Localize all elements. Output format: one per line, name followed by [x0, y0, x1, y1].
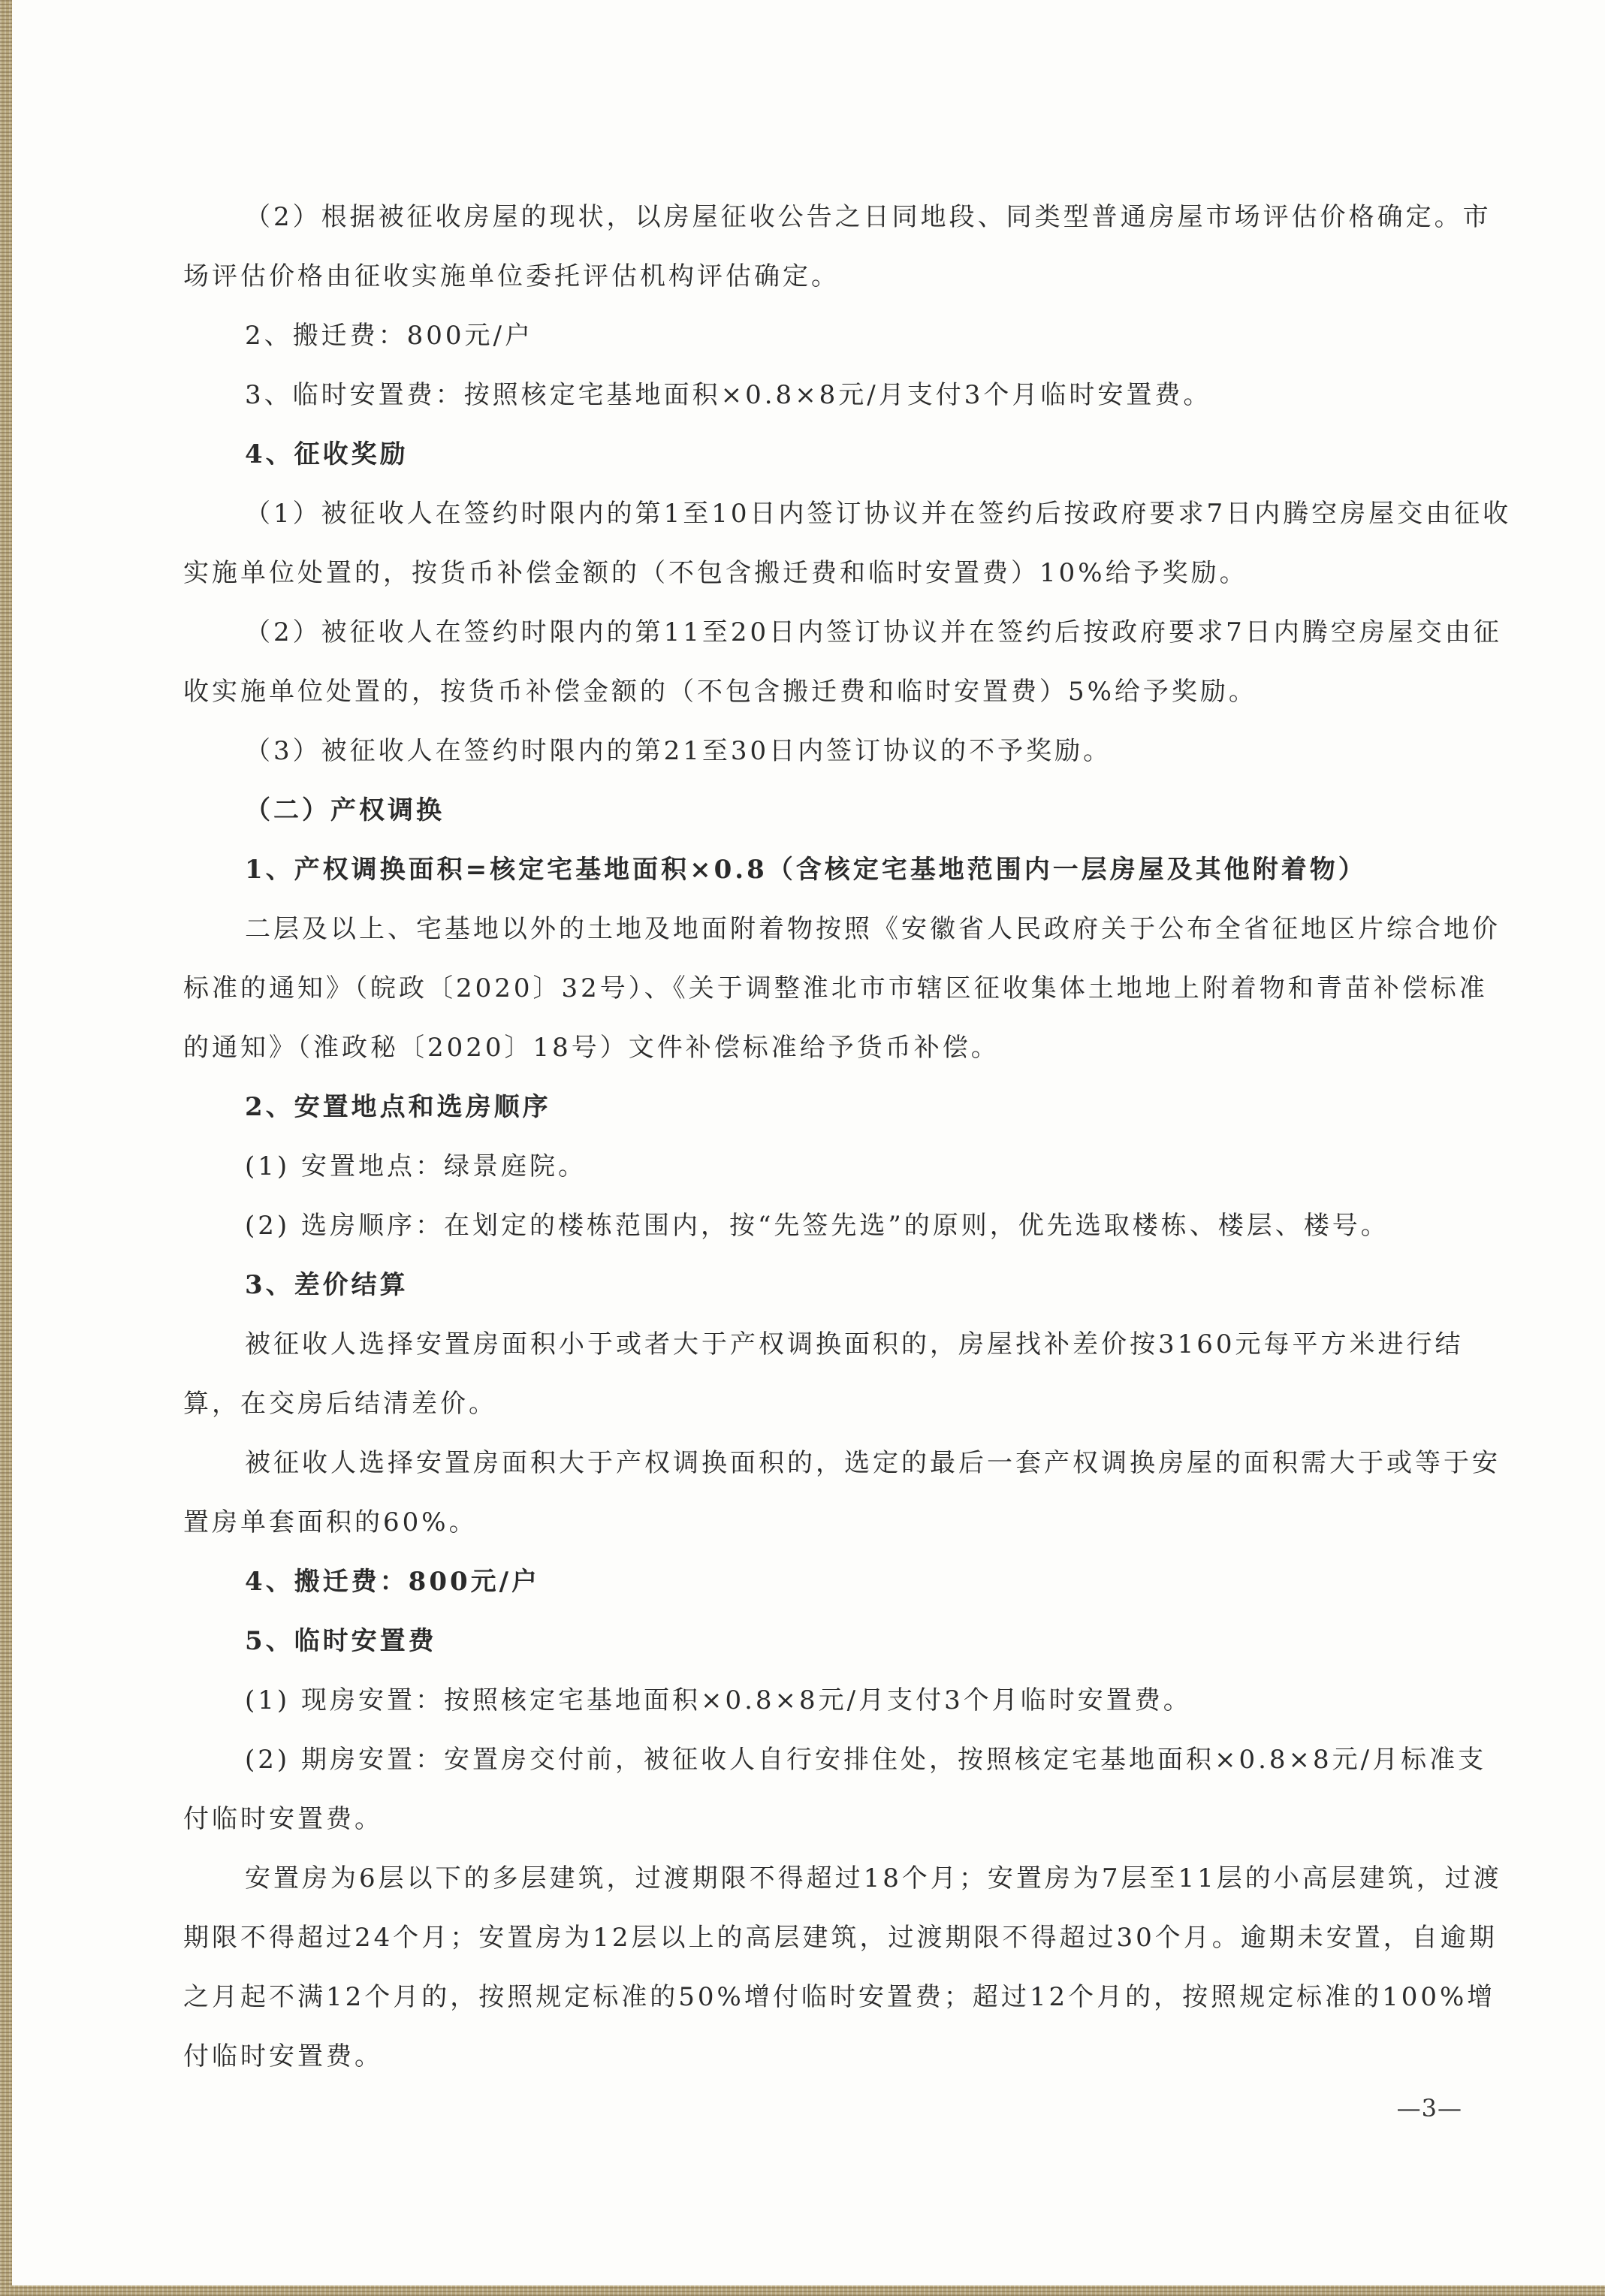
paragraph: (2) 选房顺序：在划定的楼栋范围内，按“先签先选”的原则，优先选取楼栋、楼层、楼号。: [245, 1211, 1389, 1241]
paragraph: 3、临时安置费：按照核定宅基地面积×0.8×8元/月支付3个月临时安置费。: [245, 380, 1212, 410]
section-heading: 4、搬迁费：800元/户: [245, 1567, 541, 1597]
paragraph: 2、搬迁费：800元/户: [245, 321, 533, 351]
section-heading: 2、安置地点和选房顺序: [245, 1092, 551, 1122]
section-heading: 5、临时安置费: [245, 1626, 437, 1656]
paragraph: （2）根据被征收房屋的现状，以房屋征收公告之日同地段、同类型普通房屋市场评估价格确定。市场评估价格由征收实施单位委托评估机构评估确定。: [183, 202, 1492, 291]
paragraph: （1）被征收人在签约时限内的第1至10日内签订协议并在签约后按政府要求7日内腾空房屋交由征收实施单位处置的，按货币补偿金额的（不包含搬迁费和临时安置费）10%给予奖励。: [183, 499, 1512, 588]
paragraph: (1) 现房安置：按照核定宅基地面积×0.8×8元/月支付3个月临时安置费。: [245, 1685, 1192, 1715]
paragraph: 被征收人选择安置房面积小于或者大于产权调换面积的，房屋找补差价按3160元每平方米进行结算，在交房后结清差价。: [183, 1329, 1464, 1419]
paragraph: 被征收人选择安置房面积大于产权调换面积的，选定的最后一套产权调换房屋的面积需大于或等于安置房单套面积的60%。: [183, 1448, 1501, 1537]
document-page: [12, 0, 1605, 2285]
section-heading: 4、征收奖励: [245, 439, 409, 469]
paragraph: （2）被征收人在签约时限内的第11至20日内签订协议并在签约后按政府要求7日内腾空房屋交由征收实施单位处置的，按货币补偿金额的（不包含搬迁费和临时安置费）5%给予奖励。: [183, 617, 1502, 707]
section-heading: 3、差价结算: [245, 1270, 409, 1300]
paragraph: (2) 期房安置：安置房交付前，被征收人自行安排住处，按照核定宅基地面积×0.8×8元/月标准支付临时安置费。: [183, 1745, 1487, 1834]
scan-edge-left: [0, 0, 12, 2296]
scan-edge-bottom: [0, 2285, 1605, 2296]
paragraph: 安置房为6层以下的多层建筑，过渡期限不得超过18个月；安置房为7层至11层的小高层建筑，过渡期限不得超过24个月；安置房为12层以上的高层建筑，过渡期限不得超过30个月。逾期未安置，自逾期之月起不满12个月的，按照规定标准的50%增付临时安置费；超过12个月的，按照规定标准的100%增付临时安置费。: [183, 1863, 1502, 2071]
section-heading: （二）产权调换: [245, 795, 445, 825]
document-body: [183, 188, 1513, 2086]
paragraph: (1) 安置地点：绿景庭院。: [245, 1151, 587, 1181]
paragraph: 二层及以上、宅基地以外的土地及地面附着物按照《安徽省人民政府关于公布全省征地区片综合地价标准的通知》（皖政〔2020〕32号）、《关于调整淮北市市辖区征收集体土地地上附着物和青苗补偿标准的通知》（淮政秘〔2020〕18号）文件补偿标准给予货币补偿。: [183, 914, 1501, 1063]
page-number: —3—: [1396, 2094, 1462, 2123]
section-heading: 1、产权调换面积=核定宅基地面积×0.8（含核定宅基地范围内一层房屋及其他附着物）: [245, 855, 1367, 885]
paragraph: （3）被征收人在签约时限内的第21至30日内签订协议的不予奖励。: [245, 736, 1112, 766]
